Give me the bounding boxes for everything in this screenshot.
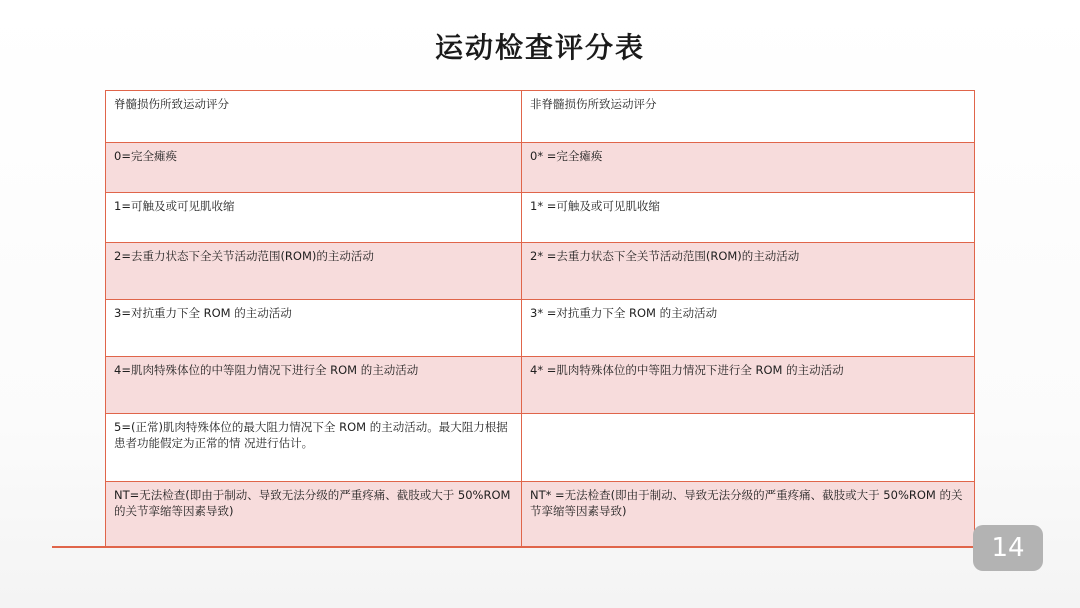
table-cell: 2=去重力状态下全关节活动范围(ROM)的主动活动 xyxy=(106,243,522,300)
table-cell: NT=无法检查(即由于制动、导致无法分级的严重疼痛、截肢或大于 50%ROM 的关节挛缩等因素导致) xyxy=(106,482,522,548)
table-cell: 0* =完全瘫痪 xyxy=(522,143,975,193)
header-cell-non-spinal: 非脊髓损伤所致运动评分 xyxy=(522,91,975,143)
table-cell: 5=(正常)肌肉特殊体位的最大阻力情况下全 ROM 的主动活动。最大阻力根据患者功能假定为正常的情 况进行估计。 xyxy=(106,414,522,482)
table-row xyxy=(106,193,975,243)
table-cell: 1* =可触及或可见肌收缩 xyxy=(522,193,975,243)
table-row xyxy=(106,482,975,548)
table-cell xyxy=(522,414,975,482)
table-cell: 4* =肌肉特殊体位的中等阻力情况下进行全 ROM 的主动活动 xyxy=(522,357,975,414)
table-cell: 4=肌肉特殊体位的中等阻力情况下进行全 ROM 的主动活动 xyxy=(106,357,522,414)
table-cell: 2* =去重力状态下全关节活动范围(ROM)的主动活动 xyxy=(522,243,975,300)
table-cell: 3* =对抗重力下全 ROM 的主动活动 xyxy=(522,300,975,357)
table-cell: 3=对抗重力下全 ROM 的主动活动 xyxy=(106,300,522,357)
table-cell: 0=完全瘫痪 xyxy=(106,143,522,193)
bottom-divider xyxy=(52,546,1000,548)
table-cell: 1=可触及或可见肌收缩 xyxy=(106,193,522,243)
table-cell: NT* =无法检查(即由于制动、导致无法分级的严重疼痛、截肢或大于 50%ROM 的关节挛缩等因素导致) xyxy=(522,482,975,548)
table-row xyxy=(106,300,975,357)
table-header-row xyxy=(106,91,975,143)
table-row xyxy=(106,143,975,193)
motor-score-table xyxy=(105,90,975,548)
table-row xyxy=(106,414,975,482)
page-title: 运动检查评分表 xyxy=(434,31,645,64)
table-row xyxy=(106,243,975,300)
table-row xyxy=(106,357,975,414)
header-cell-spinal: 脊髓损伤所致运动评分 xyxy=(106,91,522,143)
page-number-badge: 14 xyxy=(973,525,1043,571)
